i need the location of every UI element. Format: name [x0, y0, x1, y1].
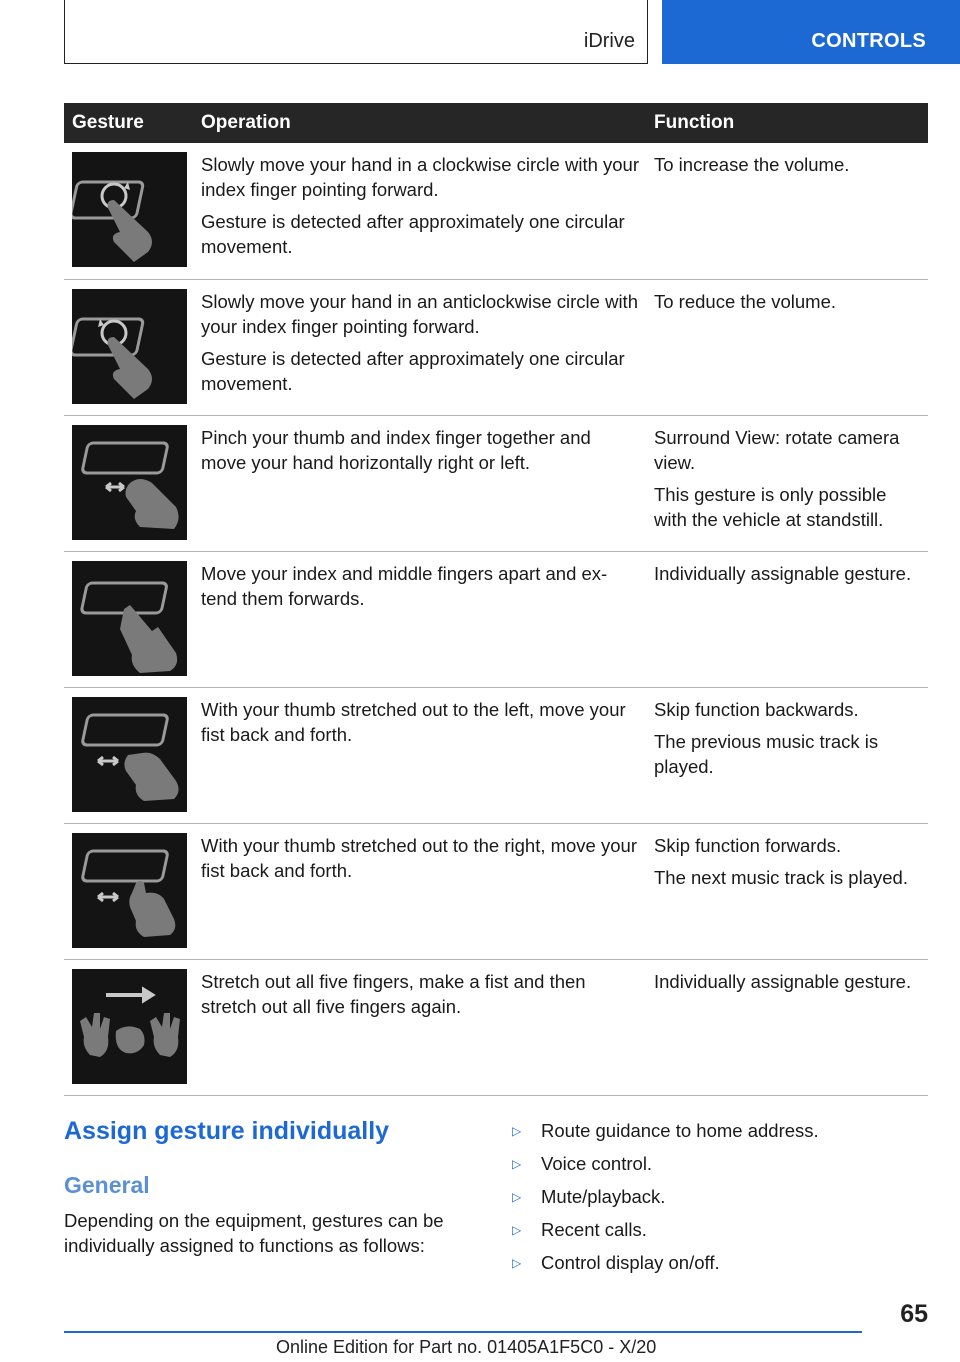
table-row — [64, 415, 928, 551]
function-text: The next music track is played. — [654, 866, 908, 888]
operation-text: Slowly move your hand in an anticlockwise circle with your index finger pointing forward. — [201, 290, 638, 337]
header-chapter-tab — [662, 0, 960, 64]
list-item-text: Voice control. — [541, 1153, 653, 1174]
list-item — [512, 1118, 819, 1144]
triangle-bullet-icon: ▷ — [512, 1157, 522, 1171]
table-row — [64, 551, 928, 687]
gesture-cell — [64, 415, 193, 551]
list-item — [512, 1217, 819, 1243]
pinch-swipe-gesture-icon — [72, 425, 187, 540]
table-row — [64, 823, 928, 959]
function-text: To reduce the volume. — [654, 290, 837, 312]
function-text: Skip function backwards. — [654, 698, 859, 720]
function-text: Individually assignable gesture. — [654, 970, 912, 992]
function-cell — [646, 823, 928, 959]
gesture-cell — [64, 959, 193, 1095]
section-title: Assign gesture individually — [64, 1117, 390, 1145]
gesture-cell — [64, 687, 193, 823]
table-header-row — [64, 103, 928, 143]
operation-text: Gesture is detected after approximately one circular movement. — [201, 211, 625, 257]
footer-divider — [64, 1331, 862, 1333]
triangle-bullet-icon: ▷ — [512, 1124, 522, 1138]
function-cell — [646, 959, 928, 1095]
operation-cell — [193, 959, 646, 1095]
anticlockwise-circle-gesture-icon — [72, 289, 187, 404]
column-header-function: Function — [646, 103, 928, 143]
operation-text: Gesture is detected after approximately one circular movement. — [201, 347, 625, 394]
function-cell — [646, 687, 928, 823]
operation-text: Pinch your thumb and index finger together and move your hand horizontally right or left. — [201, 426, 591, 473]
gesture-cell — [64, 823, 193, 959]
function-text: This gesture is only possible with the vehicle at standstill. — [654, 483, 887, 530]
operation-cell — [193, 143, 646, 279]
section-intro: Depending on the equipment, gestures can be individually assigned to functions as follows: — [64, 1210, 444, 1256]
table-row — [64, 279, 928, 415]
function-cell — [646, 279, 928, 415]
operation-text: With your thumb stretched out to the left, move your fist back and forth. — [201, 698, 626, 745]
thumb-right-fist-gesture-icon — [72, 833, 187, 948]
function-cell — [646, 551, 928, 687]
table-row — [64, 959, 928, 1095]
operation-cell — [193, 823, 646, 959]
header-section-title: iDrive — [583, 30, 635, 52]
table-row — [64, 687, 928, 823]
function-text: Individually assignable gesture. — [654, 562, 912, 584]
column-header-gesture: Gesture — [64, 103, 193, 143]
two-finger-point-gesture-icon — [72, 561, 187, 676]
assignable-functions-list — [512, 1118, 819, 1283]
header-section-box — [64, 0, 648, 64]
function-text: Surround View: rotate camera view. — [654, 426, 900, 473]
list-item-text: Route guidance to home address. — [541, 1120, 819, 1141]
operation-cell — [193, 279, 646, 415]
function-cell — [646, 415, 928, 551]
function-text: Skip function forwards. — [654, 834, 842, 856]
clockwise-circle-gesture-icon — [72, 152, 187, 267]
operation-cell — [193, 687, 646, 823]
list-item — [512, 1250, 819, 1276]
gesture-cell — [64, 279, 193, 415]
open-fist-open-gesture-icon — [72, 969, 187, 1084]
table-row — [64, 143, 928, 279]
column-header-operation: Operation — [193, 103, 646, 143]
gesture-cell — [64, 551, 193, 687]
section-subtitle: General — [64, 1172, 150, 1198]
function-text: The previous music track is played. — [654, 730, 879, 777]
triangle-bullet-icon: ▷ — [512, 1190, 522, 1204]
header-chapter-title: CONTROLS — [811, 30, 926, 52]
list-item-text: Recent calls. — [541, 1219, 647, 1240]
operation-cell — [193, 415, 646, 551]
triangle-bullet-icon: ▷ — [512, 1256, 522, 1270]
function-cell — [646, 143, 928, 279]
list-item-text: Control display on/off. — [541, 1252, 720, 1273]
operation-cell — [193, 551, 646, 687]
operation-text: Stretch out all five fingers, make a fist and then stretch out all five fingers again. — [201, 970, 586, 1017]
thumb-left-fist-gesture-icon — [72, 697, 187, 812]
page-number: 65 — [900, 1300, 928, 1328]
list-item — [512, 1184, 819, 1210]
gesture-cell — [64, 143, 193, 279]
triangle-bullet-icon: ▷ — [512, 1223, 522, 1237]
operation-text: With your thumb stretched out to the right, move your fist back and forth. — [201, 834, 637, 881]
function-text: To increase the volume. — [654, 154, 850, 175]
footer-edition: Online Edition for Part no. 01405A1F5C0 - X/20 — [276, 1337, 657, 1357]
operation-text: Move your index and middle fingers apart and ex-tend them forwards. — [201, 562, 608, 609]
list-item-text: Mute/playback. — [541, 1186, 666, 1207]
gesture-table — [64, 103, 928, 1096]
list-item — [512, 1151, 819, 1177]
operation-text: Slowly move your hand in a clockwise circle with your index finger pointing forward. — [201, 154, 640, 200]
